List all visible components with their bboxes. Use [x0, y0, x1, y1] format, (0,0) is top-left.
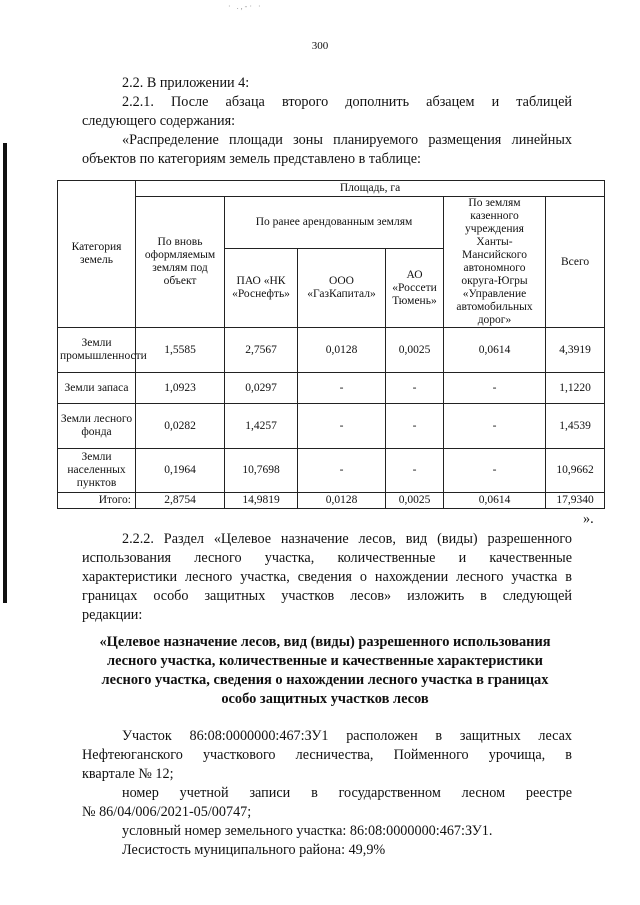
page-number: 300 — [311, 40, 329, 52]
row-category: Земли населенных пунктов — [58, 449, 136, 493]
bold-heading-line2: лесного участка, количественные и качественные характеристики — [107, 653, 543, 669]
bold-heading-line1: «Целевое назначение лесов, вид (виды) разрешенного использования — [99, 634, 551, 650]
total-kazen: 0,0614 — [444, 493, 546, 509]
total-all: 17,9340 — [546, 493, 605, 509]
intro-line2: объектов по категориям земель представлено в таблице: — [82, 151, 421, 167]
header-rosseti: АО «Россети Тюмень» — [386, 249, 444, 328]
cell-rosseti: - — [386, 373, 444, 404]
cell-rosneft: 0,0297 — [225, 373, 298, 404]
cell-total: 10,9662 — [546, 449, 605, 493]
header-rosneft: ПАО «НК «Роснефть» — [225, 249, 298, 328]
cell-rosneft: 1,4257 — [225, 404, 298, 449]
header-gazkapital: ООО «ГазКапитал» — [298, 249, 386, 328]
cell-new: 0,1964 — [136, 449, 225, 493]
cell-kazen: - — [444, 373, 546, 404]
cell-gazkapital: - — [298, 449, 386, 493]
row-category: Земли лесного фонда — [58, 404, 136, 449]
scan-edge-bar — [3, 143, 7, 603]
body-line7: Лесистость муниципального района: 49,9% — [122, 842, 386, 858]
table-row — [58, 373, 605, 404]
body-line4: номер учетной записи в государственном лесном реестре — [122, 785, 572, 801]
cell-rosseti: - — [386, 404, 444, 449]
cell-kazen: - — [444, 449, 546, 493]
table-row — [58, 404, 605, 449]
total-gazkapital: 0,0128 — [298, 493, 386, 509]
cell-rosneft: 10,7698 — [225, 449, 298, 493]
table-row — [58, 449, 605, 493]
header-kazen-lands: По землям казенного учреждения Ханты-Мансийского автономного округа-Югры «Управление автомобильных дорог» — [444, 197, 546, 328]
totals-label: Итого: — [58, 493, 136, 509]
cell-total: 4,3919 — [546, 328, 605, 373]
table-row — [58, 328, 605, 373]
land-area-table — [57, 180, 605, 509]
cell-gazkapital: 0,0128 — [298, 328, 386, 373]
cell-rosseti: - — [386, 449, 444, 493]
paragraph-2-2-2-line2: использования лесного участка, количественные и качественные — [82, 550, 572, 566]
intro-line1: «Распределение площади зоны планируемого размещения линейных — [122, 132, 572, 148]
paragraph-2-2-2-line3: характеристики лесного участка, сведения о нахождении лесного участка в — [82, 569, 572, 585]
totals-row — [58, 493, 605, 509]
closing-quote: ». — [583, 511, 594, 527]
cell-gazkapital: - — [298, 373, 386, 404]
paragraph-2-2-2-line5: редакции: — [82, 607, 143, 623]
cell-kazen: - — [444, 404, 546, 449]
body-line2: Нефтеюганского участкового лесничества, Пойменного урочища, в — [82, 747, 572, 763]
header-category: Категория земель — [58, 181, 136, 328]
paragraph-2-2-2-line1: 2.2.2. Раздел «Целевое назначение лесов, вид (виды) разрешенного — [122, 531, 572, 547]
header-new-lands: По вновь оформляемым землям под объект — [136, 197, 225, 328]
header-area: Площадь, га — [136, 181, 605, 197]
cell-rosneft: 2,7567 — [225, 328, 298, 373]
bold-heading-line3: лесного участка, сведения о нахождении лесного участка в границах — [101, 672, 549, 688]
cell-gazkapital: - — [298, 404, 386, 449]
cell-new: 1,0923 — [136, 373, 225, 404]
bold-heading-line4: особо защитных участков лесов — [221, 691, 429, 707]
paragraph-2-2-2-line4: границах особо защитных участков лесов» изложить в следующей — [82, 588, 572, 604]
total-rosneft: 14,9819 — [225, 493, 298, 509]
paragraph-2-2-1-line1: 2.2.1. После абзаца второго дополнить абзацем и таблицей — [122, 94, 572, 110]
header-total: Всего — [546, 197, 605, 328]
body-line3: квартале № 12; — [82, 766, 174, 782]
cell-rosseti: 0,0025 — [386, 328, 444, 373]
body-line5: № 86/04/006/2021-05/00747; — [82, 804, 252, 820]
cell-new: 0,0282 — [136, 404, 225, 449]
cell-total: 1,4539 — [546, 404, 605, 449]
header-leased-lands: По ранее арендованным землям — [225, 197, 444, 249]
cell-kazen: 0,0614 — [444, 328, 546, 373]
paragraph-2-2-1-line2: следующего содержания: — [82, 113, 236, 129]
row-category: Земли запаса — [58, 373, 136, 404]
section-heading: 2.2. В приложении 4: — [122, 75, 250, 91]
body-line6: условный номер земельного участка: 86:08:0000000:467:ЗУ1. — [122, 823, 493, 839]
cell-total: 1,1220 — [546, 373, 605, 404]
total-rosseti: 0,0025 — [386, 493, 444, 509]
body-line1: Участок 86:08:0000000:467:ЗУ1 расположен в защитных лесах — [122, 728, 572, 744]
cell-new: 1,5585 — [136, 328, 225, 373]
total-new: 2,8754 — [136, 493, 225, 509]
row-category: Земли промышленности — [58, 328, 136, 373]
scan-marks: · .,-· · — [228, 2, 263, 11]
